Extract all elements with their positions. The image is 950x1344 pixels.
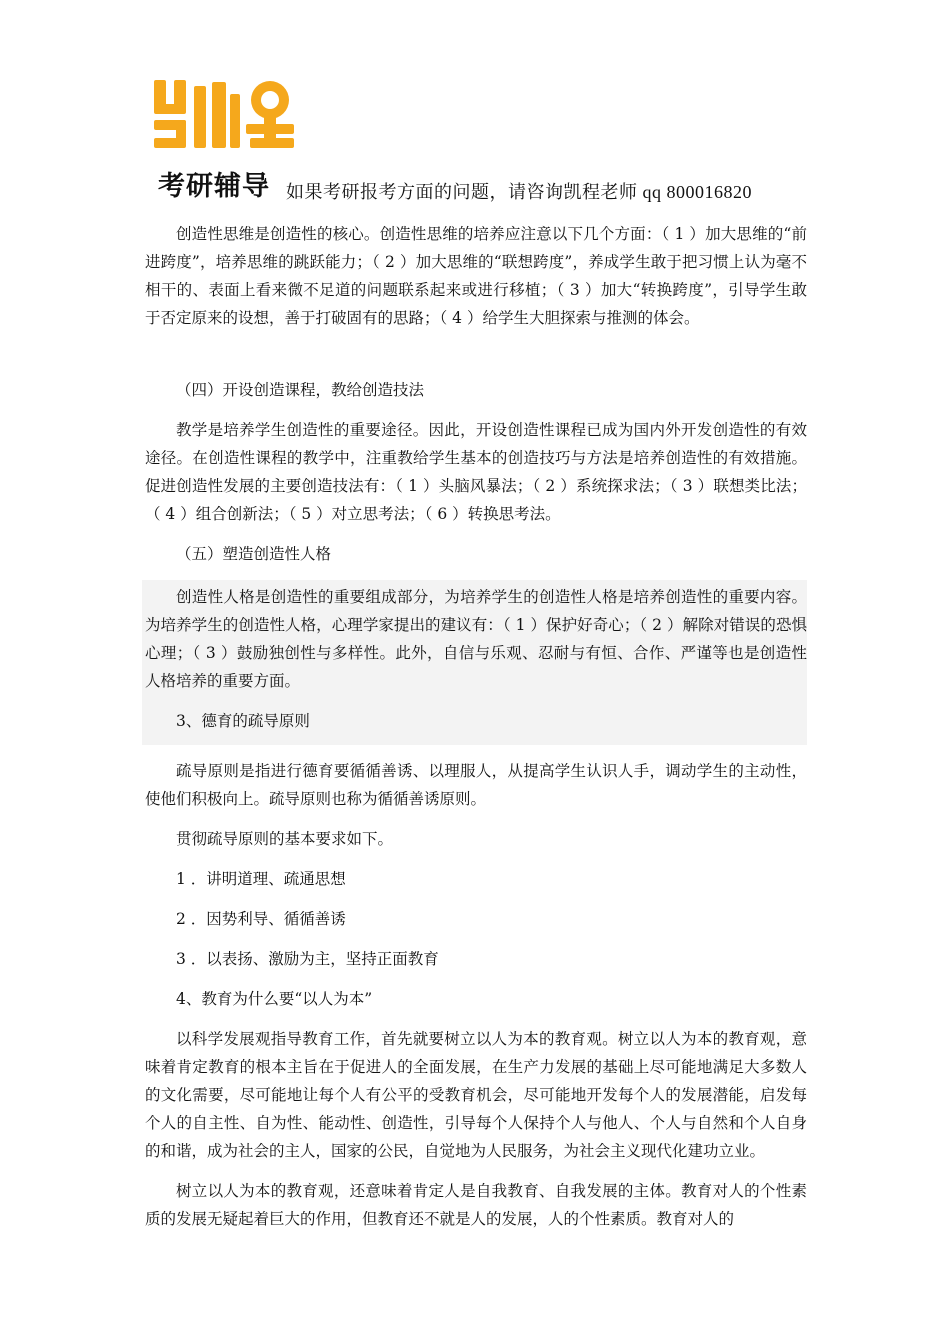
paragraph-creative-personality: 创造性人格是创造性的重要组成部分，为培养学生的创造性人格是培养创造性的重要内容。为培养学生的创造性人格，心理学家提出的建议有：（ 1 ）保护好奇心；（ 2 ）解除对错误的恐惧心理；（ 3 ）鼓励独创性与多样性。此外，自信与乐观、忍耐与有恒、合作、严谨等也是创造性人格培养的重要方面。 (145, 588, 807, 690)
requirement-item-2: 2 ．因势利导、循循善诱 (176, 910, 346, 928)
section-heading-5: （五）塑造创造性人格 (176, 545, 332, 563)
shaded-block (142, 580, 807, 745)
document-body (145, 220, 807, 1233)
heading-guidance-principle: 3、德育的疏导原则 (176, 712, 310, 730)
paragraph-creative-thinking: 创造性思维是创造性的核心。创造性思维的培养应注意以下几个方面：（ 1 ）加大思维的“前进跨度”，培养思维的跳跃能力；（ 2 ）加大思维的“联想跨度”，养成学生敢于把习惯上认为毫不相干的、表面上看来微不足道的问题联系起来或进行移植；（ 3 ）加大“转换跨度”，引导学生敢于否定原来的设想，善于打破固有的思路；（ 4 ）给学生大胆探索与推测的体会。 (145, 225, 807, 327)
section-heading-4: （四）开设创造课程，教给创造技法 (176, 381, 425, 399)
requirement-item-3: 3 ．以表扬、激励为主，坚持正面教育 (176, 950, 439, 968)
paragraph-creative-courses: 教学是培养学生创造性的重要途径。因此，开设创造性课程已成为国内外开发创造性的有效途径。在创造性课程的教学中，注重教给学生基本的创造技巧与方法是培养创造性的有效措施。促进创造性发展的主要创造技法有：（ 1 ）头脑风暴法；（ 2 ）系统探求法；（ 3 ）联想类比法；（ 4 ）组合创新法；（ 5 ）对立思考法；（ 6 ）转换思考法。 (145, 421, 807, 523)
paragraph-requirements-intro: 贯彻疏导原则的基本要求如下。 (176, 830, 394, 848)
paragraph-people-oriented-2: 树立以人为本的教育观，还意味着肯定人是自我教育、自我发展的主体。教育对人的个性素质的发展无疑起着巨大的作用，但教育还不就是人的发展，人的个性素质。教育对人的 (145, 1182, 807, 1228)
consult-note: 如果考研报考方面的问题，请咨询凯程老师 qq 800016820 (286, 182, 752, 202)
requirement-item-1: 1 ．讲明道理、疏通思想 (176, 870, 346, 888)
kaicheng-logo (150, 76, 300, 200)
paragraph-people-oriented-1: 以科学发展观指导教育工作，首先就要树立以人为本的教育观。树立以人为本的教育观，意味着肯定教育的根本主旨在于促进人的全面发展，在生产力发展的基础上尽可能地满足大多数人的文化需要，尽可能地让每个人有公平的受教育机会，尽可能地开发每个人的发展潜能，启发每个人的自主性、自为性、能动性、创造性，引导每个人保持个人与他人、个人与自然和个人自身的和谐，成为社会的主人，国家的公民，自觉地为人民服务，为社会主义现代化建功立业。 (145, 1030, 807, 1160)
heading-people-oriented: 4、教育为什么要“以人为本” (176, 990, 373, 1008)
logo-subtitle: 考研辅导 (158, 171, 270, 202)
paragraph-guidance-definition: 疏导原则是指进行德育要循循善诱、以理服人，从提高学生认识人手，调动学生的主动性，使他们积极向上。疏导原则也称为循循善诱原则。 (145, 762, 807, 808)
